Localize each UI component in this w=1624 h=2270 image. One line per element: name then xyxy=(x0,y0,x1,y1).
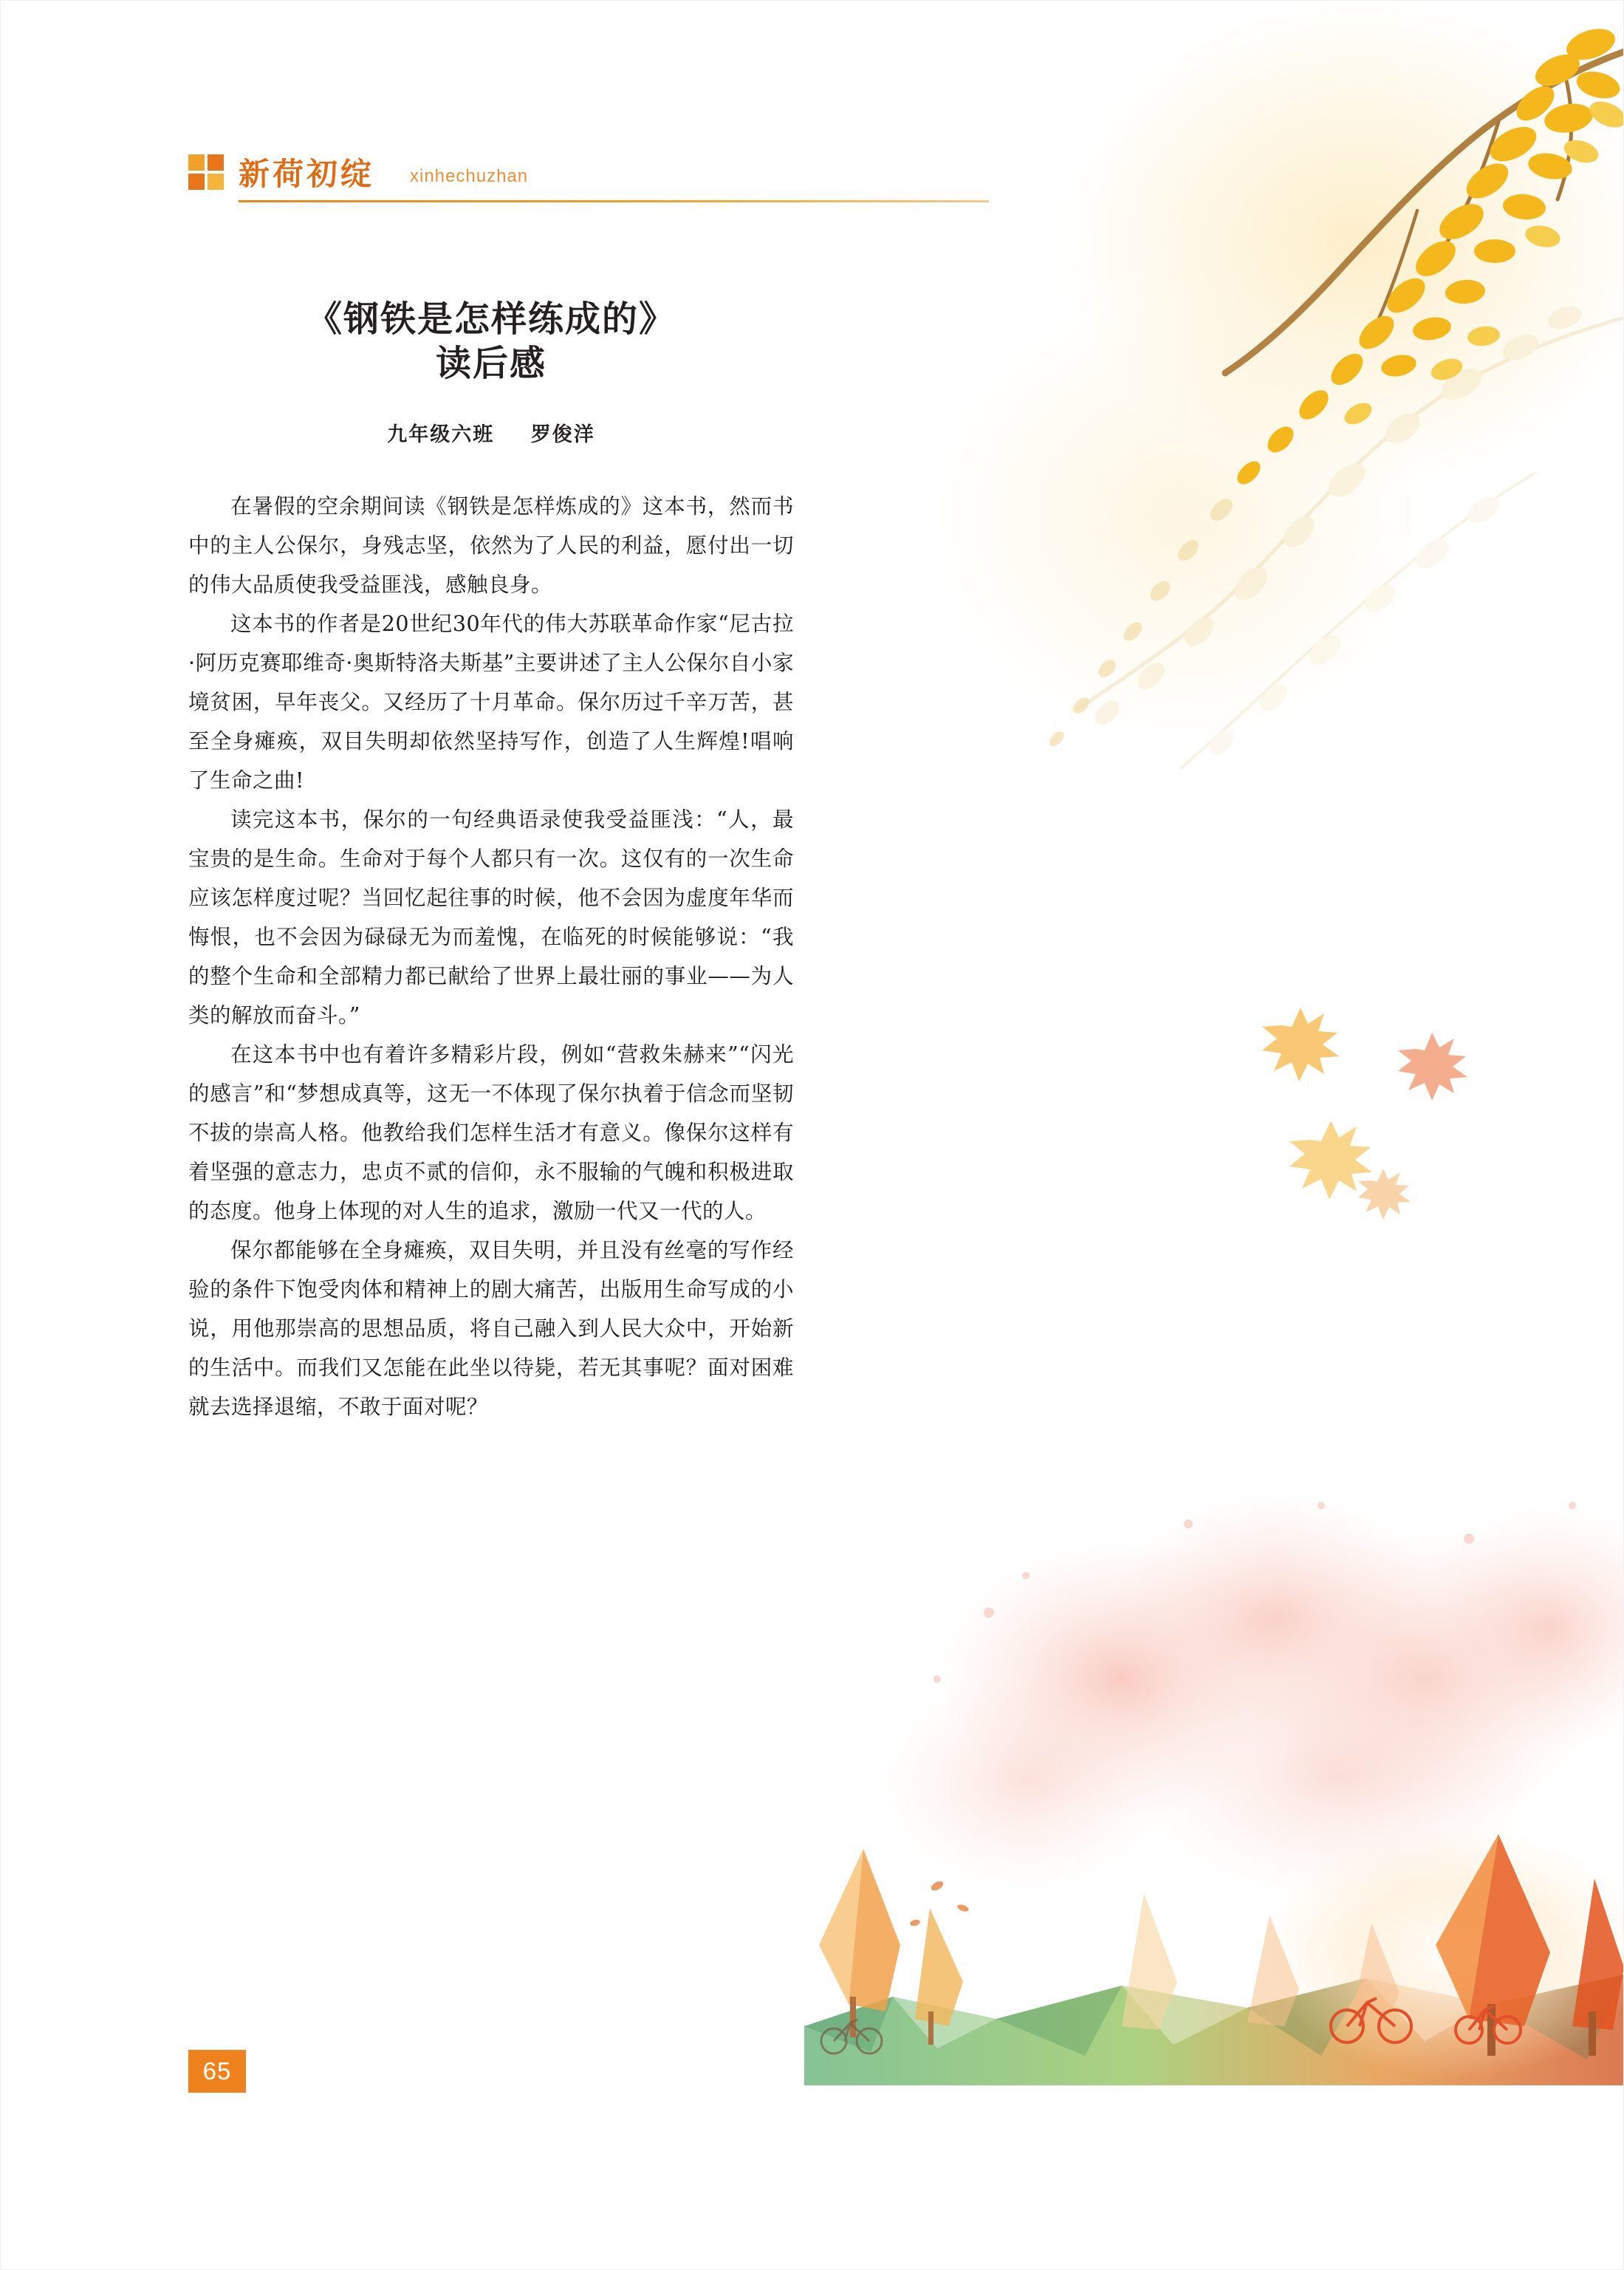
body-paragraph: 在这本书中也有着许多精彩片段，例如“营救朱赫来”“闪光的感言”和“梦想成真等，这无一不体现了保尔执着于信念而坚韧不拔的崇高人格。他教给我们怎样生活才有意义。像保尔这样有着坚强的意志力，忠贞不贰的信仰，永不服输的气魄和积极进取的态度。他身上体现的对人生的追求，激励一代又一代的人。 xyxy=(188,1042,794,1224)
section-logo-squares xyxy=(188,154,225,191)
golden-branch-illustration xyxy=(797,0,1624,1034)
article-title-line-2: 读后感 xyxy=(435,343,547,385)
article-title-line-1: 《钢铁是怎样练成的》 xyxy=(306,298,676,341)
body-paragraph: 在暑假的空余期间读《钢铁是怎样炼成的》这本书，然而书中的主人公保尔，身残志坚，依然为了人民的利益，愿付出一切的伟大品质使我受益匪浅，感触良身。 xyxy=(188,494,794,598)
article-body xyxy=(188,487,794,1426)
body-paragraph: 这本书的作者是20世纪30年代的伟大苏联革命作家“尼古拉·阿历克赛耶维奇·奥斯特洛夫斯基”主要讲述了主人公保尔自小家境贫困，早年丧父。又经历了十月革命。保尔历过千辛万苦，甚至全身瘫痪，双目失明却依然坚持写作，创造了人生辉煌!唱响了生命之曲! xyxy=(188,612,794,793)
byline-class: 九年级六班 xyxy=(387,423,495,447)
page-title xyxy=(188,297,794,386)
article xyxy=(188,273,794,1426)
section-title-cn: 新荷初绽 xyxy=(239,157,375,191)
logo-square-3 xyxy=(188,174,205,190)
section-title-pinyin: xinhechuzhan xyxy=(410,166,529,186)
watercolor-forest-illustration xyxy=(804,1435,1624,2085)
body-paragraph: 读完这本书，保尔的一句经典语录使我受益匪浅：“人，最宝贵的是生命。生命对于每个人都只有一次。这仅有的一次生命应该怎样度过呢？当回忆起往事的时候，他不会因为虚度年华而悔恨，也不会因为碌碌无为而羞愧，在临死的时候能够说：“我的整个生命和全部精力都已献给了世界上最壮丽的事业——为人类的解放而奋斗。” xyxy=(188,807,794,1028)
byline xyxy=(188,418,794,447)
section-divider-rule xyxy=(239,200,989,202)
logo-square-4 xyxy=(208,174,224,190)
body-paragraph: 保尔都能够在全身瘫痪，双目失明，并且没有丝毫的写作经验的条件下饱受肉体和精神上的剧大痛苦，出版用生命写成的小说，用他那崇高的思想品质，将自己融入到人民大众中，开始新的生活中。而我们又怎能在此坐以待毙，若无其事呢？面对困难就去选择退缩，不敢于面对呢？ xyxy=(188,1238,794,1420)
logo-square-1 xyxy=(188,154,205,171)
floating-maple-leaves xyxy=(1203,997,1513,1241)
logo-square-2 xyxy=(208,154,224,171)
page-number-badge: 65 xyxy=(188,2050,246,2093)
byline-author: 罗俊洋 xyxy=(530,423,595,447)
section-header xyxy=(188,144,809,207)
